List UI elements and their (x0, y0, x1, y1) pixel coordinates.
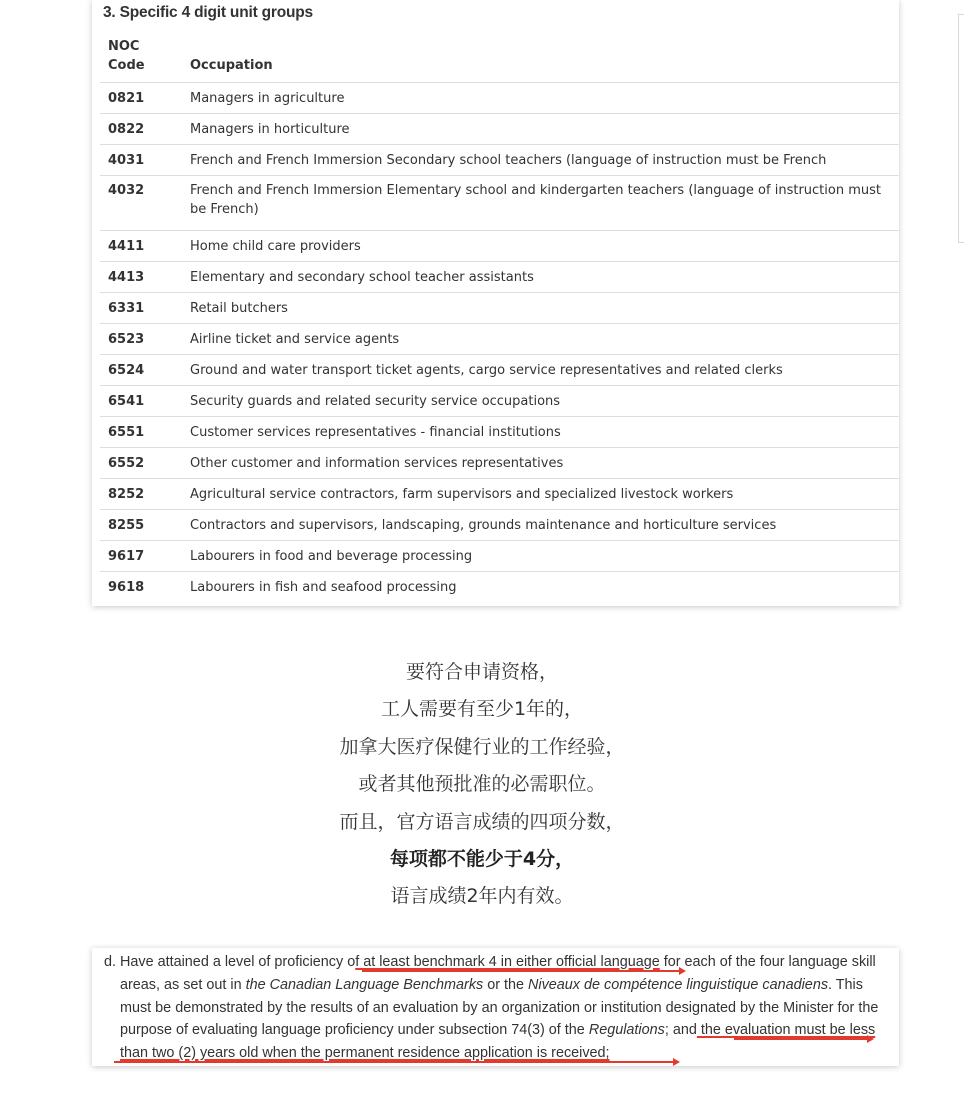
occupation-cell: Security guards and related security service occupations (182, 386, 899, 417)
table-row (100, 176, 899, 231)
noc-code-cell: 4031 (100, 145, 182, 176)
noc-code-cell: 4411 (100, 231, 182, 262)
highlighted-validity-requirement: the evaluation must be less than two (2) years old when the permanent residence application is received; (120, 1022, 876, 1062)
red-underline-arrow (362, 970, 680, 972)
clb-title: the Canadian Language Benchmarks (245, 976, 484, 993)
noc-code-header (100, 33, 182, 83)
occupation-cell: Other customer and information services representatives (182, 448, 899, 479)
noc-table-card (92, 0, 899, 606)
paragraph-line: 加拿大医疗保健行业的工作经验， (339, 735, 625, 758)
regulation-excerpt-card (92, 948, 899, 1066)
clause-text: for each of the four language skill areas, as set out in (120, 954, 876, 993)
occupation-cell: Agricultural service contractors, farm supervisors and specialized livestock workers (182, 479, 899, 510)
clause-text: or the (483, 976, 529, 993)
noc-code-header-line1: NOC (108, 39, 140, 54)
table-row (100, 479, 899, 510)
side-frame-border (958, 14, 964, 243)
table-row (100, 386, 899, 417)
paragraph-line: 或者其他预批准的必需职位。 (358, 773, 606, 796)
noc-code-cell: 0821 (100, 83, 182, 114)
paragraph-line: 而且，官方语言成绩的四项分数， (339, 810, 625, 833)
noc-code-cell: 9617 (100, 541, 182, 572)
table-row (100, 355, 899, 386)
noc-code-cell: 4413 (100, 262, 182, 293)
red-underline-arrow (734, 1038, 868, 1040)
table-row (100, 324, 899, 355)
nclc-title: Niveaux de compétence linguistique canadiens (528, 976, 829, 993)
noc-code-cell: 0822 (100, 114, 182, 145)
table-row (100, 83, 899, 114)
occupation-cell: Customer services representatives - financial institutions (182, 417, 899, 448)
paragraph-line-bold: 每项都不能少于4分， (389, 847, 575, 870)
noc-code-cell: 6523 (100, 324, 182, 355)
noc-code-header-line2: Code (108, 58, 145, 73)
red-underline-arrow (114, 1061, 674, 1063)
noc-occupation-table (100, 33, 899, 602)
occupation-cell: Contractors and supervisors, landscaping, grounds maintenance and horticulture services (182, 510, 899, 541)
chinese-eligibility-paragraph (0, 654, 964, 916)
paragraph-line: 语言成绩2年内有效。 (390, 885, 574, 908)
occupation-cell: Managers in horticulture (182, 114, 899, 145)
table-row (100, 417, 899, 448)
clause-text: ; and (664, 1022, 697, 1039)
table-row (100, 448, 899, 479)
clause-text: Have attained a level of proficiency o (116, 954, 356, 970)
table-row (100, 572, 899, 603)
table-row (100, 541, 899, 572)
paragraph-line: 要符合申请资格， (405, 661, 558, 683)
clause-text: . This must be demonstrated by the results of an evaluation by an organization or institution designated by the Minister for the purpose of evaluating language proficiency under subsection 74(3) of the (120, 976, 879, 1039)
noc-code-cell: 8255 (100, 510, 182, 541)
table-row (100, 145, 899, 176)
occupation-cell: Labourers in fish and seafood processing (190, 579, 457, 595)
table-header-row (100, 33, 899, 83)
highlighted-benchmark-requirement: f at least benchmark 4 in either official language (355, 954, 660, 970)
regulations-title: Regulations (588, 1022, 665, 1039)
occupation-cell: Home child care providers (182, 231, 899, 262)
noc-code-cell: 9618 (108, 579, 145, 595)
section-title: 3. Specific 4 digit unit groups (103, 4, 313, 21)
noc-code-cell: 6524 (100, 355, 182, 386)
noc-code-cell: 4032 (100, 176, 182, 231)
noc-code-cell: 8252 (100, 479, 182, 510)
occupation-cell: Retail butchers (182, 293, 899, 324)
noc-code-cell: 6331 (100, 293, 182, 324)
paragraph-line: 工人需要有至少1年的， (380, 698, 584, 721)
table-row (100, 510, 899, 541)
occupation-cell: Ground and water transport ticket agents, cargo service representatives and related clerks (182, 355, 899, 386)
occupation-cell: French and French Immersion Secondary school teachers (language of instruction must be French (182, 145, 899, 176)
table-row (100, 262, 899, 293)
occupation-cell: Managers in agriculture (182, 83, 899, 114)
noc-code-cell: 6552 (100, 448, 182, 479)
occupation-cell: French and French Immersion Elementary school and kindergarten teachers (language of instruction must be French) (182, 176, 899, 231)
noc-code-cell: 6551 (100, 417, 182, 448)
table-row (100, 231, 899, 262)
table-row (100, 114, 899, 145)
clause-marker: d. (104, 954, 117, 970)
occupation-cell: Airline ticket and service agents (182, 324, 899, 355)
occupation-cell: Elementary and secondary school teacher assistants (182, 262, 899, 293)
occupation-header: Occupation (182, 33, 899, 83)
noc-code-cell: 6541 (100, 386, 182, 417)
table-row (100, 293, 899, 324)
occupation-cell: Labourers in food and beverage processing (182, 541, 899, 572)
regulation-clause-d (104, 951, 893, 1065)
